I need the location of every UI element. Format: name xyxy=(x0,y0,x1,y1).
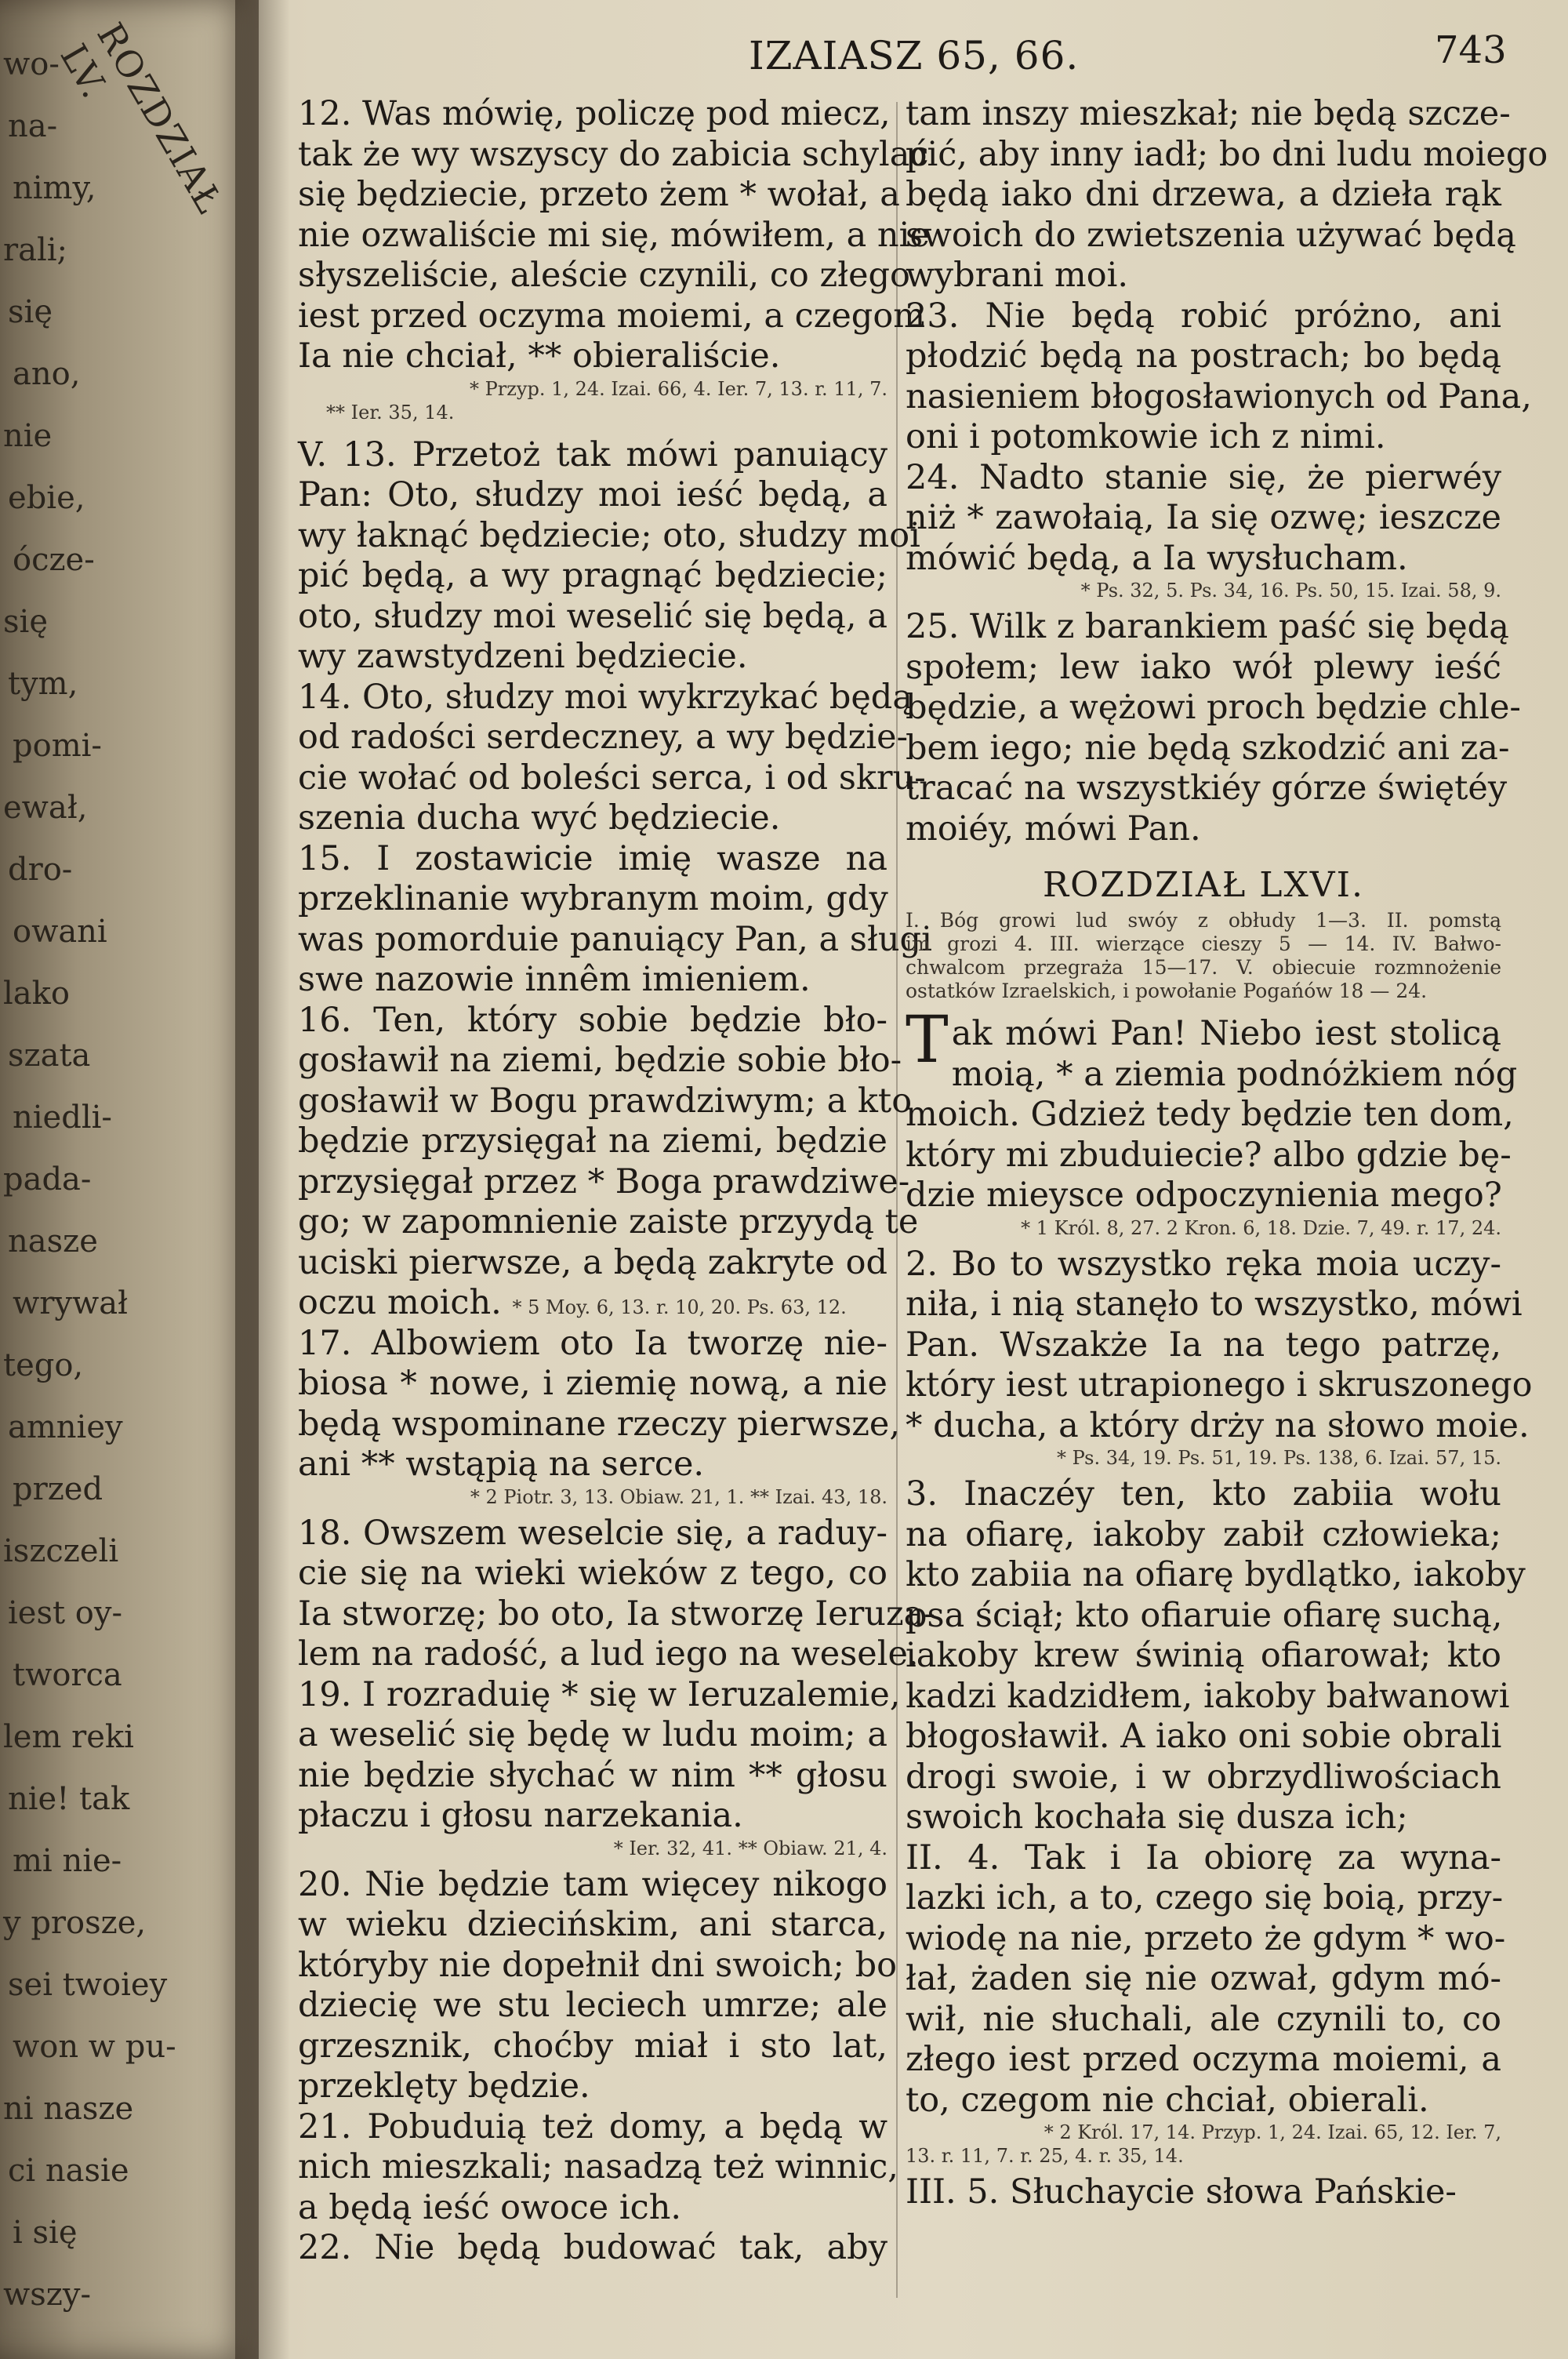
verse-block-2 xyxy=(906,1244,1533,1447)
verse-line: przeklinanie wybranym moim, gdy xyxy=(298,879,888,918)
facing-page-line: wo- xyxy=(3,46,60,82)
cross-reference: * 1 Król. 8, 27. 2 Kron. 6, 18. Dzie. 7, 49. r. 17, 24. xyxy=(1021,1216,1501,1239)
verse-line: błogosławił. A iako oni sobie obrali xyxy=(906,1717,1502,1756)
verse-line: który mi zbuduiecie? albo gdzie bę- xyxy=(906,1135,1512,1175)
verse-line: wybrani moi. xyxy=(906,256,1129,295)
verse-line: moich. Gdzież tedy będzie ten dom, xyxy=(906,1095,1514,1134)
verse-line: Ia stworzę; bo oto, Ia stworzę Ieruza- xyxy=(298,1594,935,1634)
verse-line: Ia nie chciał, ** obieraliście. xyxy=(298,336,781,376)
verse-line: a weselić się będę w ludu moim; a xyxy=(298,1715,887,1754)
running-header: IZAIASZ 65, 66. xyxy=(749,33,1080,78)
verse-block-18-19 xyxy=(298,1513,935,1837)
verse-line: grzesznik, choćby miał i sto lat, xyxy=(298,2026,887,2066)
verse-line: w wieku dziecińskim, ani starca, xyxy=(298,1905,887,1944)
verse-line: słyszeliście, aleście czynili, co złego xyxy=(298,256,910,295)
verse-line: płodzić będą na postrach; bo będą xyxy=(906,336,1501,376)
verse-line: 16. Ten, który sobie będzie bło- xyxy=(298,1000,887,1040)
verse-line: wiodę na nie, przeto że gdym * wo- xyxy=(906,1918,1506,1958)
facing-page-line: przed xyxy=(13,1471,103,1507)
verse-block-12 xyxy=(298,94,930,377)
verse-line: 25. Wilk z barankiem paść się będą xyxy=(906,607,1509,646)
facing-page-line: wszy- xyxy=(3,2277,91,2313)
verse-line: Pan. Wszakże Ia na tego patrzę, xyxy=(906,1325,1501,1365)
verse-line: gosławił w Bogu prawdziwym; a kto xyxy=(298,1081,913,1121)
verse-line: pić, aby inny iadł; bo dni ludu moiego xyxy=(906,134,1548,174)
verse-line: oczu moich. * 5 Moy. 6, 13. r. 10, 20. Ps. 63, 12. xyxy=(298,1283,847,1322)
verse-line: iakoby krew świnią ofiarował; kto xyxy=(906,1636,1501,1675)
verse-line: szenia ducha wyć będziecie. xyxy=(298,798,781,838)
verse-block-17 xyxy=(298,1323,901,1485)
verse-line: iest przed oczyma moiemi, a czegom xyxy=(298,296,925,336)
verse-line: tak że wy wszyscy do zabicia schylać xyxy=(298,134,929,174)
verse-line: dzie mieysce odpoczynienia mego? xyxy=(906,1176,1502,1215)
facing-page-line: nimy, xyxy=(13,170,96,206)
facing-page-line: iest oy- xyxy=(8,1595,122,1631)
verse-line: biosa * nowe, i ziemię nową, a nie xyxy=(298,1364,887,1403)
verse-line: wy łaknąć będziecie; oto, słudzy moi xyxy=(298,515,920,555)
verse-line: bem iego; nie będą szkodzić ani za- xyxy=(906,728,1510,768)
facing-page-heading: ROZDZIAŁ LV. xyxy=(52,16,232,221)
verse-line: tracać na wszystkiéy górze świętéy xyxy=(906,769,1508,808)
verse-line: któryby nie dopełnił dni swoich; bo xyxy=(298,1945,898,1985)
verse-line: 3. Inaczéy ten, kto zabiia wołu xyxy=(906,1474,1501,1514)
facing-page-line: i się xyxy=(13,2215,78,2251)
verse-line: V. 13. Przetoż tak mówi panuiący xyxy=(298,434,887,474)
verse-line: II. 4. Tak i Ia obiorę za wyna- xyxy=(906,1837,1501,1877)
facing-page-line: ci nasie xyxy=(8,2153,129,2189)
drop-cap: T xyxy=(906,1003,949,1078)
cross-reference: * 2 Król. 17, 14. Przyp. 1, 24. Izai. 65, 12. Ier. 7, xyxy=(1044,2121,1501,2143)
verse-line: wił, nie słuchali, ale czynili to, co xyxy=(906,1999,1501,2039)
verse-block-1 xyxy=(906,1054,1518,1216)
verse-line: dziecię we stu leciech umrze; ale xyxy=(298,1986,887,2025)
facing-page-line: sei twoiey xyxy=(8,1967,168,2003)
verse-line: będzie, a wężowi proch będzie chle- xyxy=(906,688,1521,727)
facing-page-line: tworca xyxy=(13,1657,122,1693)
verse-line: lem na radość, a lud iego na wesele. xyxy=(298,1634,919,1674)
verse-line: kto zabiia na ofiarę bydlątko, iakoby xyxy=(906,1555,1526,1594)
verse-line: 23. Nie będą robić próżno, ani xyxy=(906,296,1501,336)
verse-line: pić będą, a wy pragnąć będziecie; xyxy=(298,556,887,595)
verse-line: 24. Nadto stanie się, że pierwéy xyxy=(906,457,1501,497)
verse-line: was pomorduie panuiący Pan, a sługi xyxy=(298,919,932,959)
verse-line: będzie przysięgał na ziemi, będzie xyxy=(298,1121,887,1161)
page-number: 743 xyxy=(1435,28,1507,72)
verse-line: gosławił na ziemi, będzie sobie bło- xyxy=(298,1041,902,1080)
verse-line: przeklęty będzie. xyxy=(298,2066,590,2106)
verse-line: swoich do zwietszenia używać będą xyxy=(906,215,1516,255)
verse-block-20-22 xyxy=(298,1864,898,2269)
verse-line: swoich kochała się dusza ich; xyxy=(906,1797,1408,1837)
facing-page-line: niedli- xyxy=(13,1100,112,1136)
verse-line: 19. I rozraduię * się w Ieruzalemie, xyxy=(298,1674,901,1714)
cross-reference: * 5 Moy. 6, 13. r. 10, 20. Ps. 63, 12. xyxy=(512,1296,847,1318)
verse-line: 21. Pobuduią też domy, a będą w xyxy=(298,2106,887,2146)
facing-page-line: szata xyxy=(8,1038,91,1074)
verse-line: społem; lew iako wół plewy ieść xyxy=(906,647,1501,687)
summary-line: I. Bóg growi lud swóy z obłudy 1—3. II. pomstą xyxy=(906,909,1501,932)
facing-page-line: amniey xyxy=(8,1409,123,1445)
verse-line: ani ** wstąpią na serce. xyxy=(298,1445,705,1484)
verse-line: wy zawstydzeni będziecie. xyxy=(298,637,748,676)
verse-block-25 xyxy=(906,607,1521,849)
facing-page-line: lako xyxy=(3,976,70,1012)
verse-block-22-24 xyxy=(906,94,1548,579)
facing-page-line: lem reki xyxy=(3,1719,134,1755)
facing-page-line: iszczeli xyxy=(3,1533,119,1569)
verse-line: uciski pierwsze, a będą zakryte od xyxy=(298,1242,887,1282)
verse-block-3-4 xyxy=(906,1474,1526,2121)
facing-page-line: ni nasze xyxy=(3,2091,134,2127)
cross-reference: * Ier. 32, 41. ** Obiaw. 21, 4. xyxy=(613,1837,887,1859)
verse-line: płaczu i głosu narzekania. xyxy=(298,1796,743,1835)
verse-line: się będziecie, przeto żem * wołał, a xyxy=(298,175,900,214)
facing-page-line: ócze- xyxy=(13,542,95,578)
verse-line: oto, słudzy moi weselić się będą, a xyxy=(298,596,887,636)
facing-page-line: na- xyxy=(8,108,58,144)
verse-line: na ofiarę, iakoby zabił człowieka; xyxy=(906,1514,1501,1554)
verse-line: 20. Nie będzie tam więcey nikogo xyxy=(298,1864,887,1904)
verse-line: nie będzie słychać w nim ** głosu xyxy=(298,1755,887,1795)
verse-block-13-16 xyxy=(298,434,932,1284)
right-column xyxy=(906,94,1548,2213)
cross-reference: 13. r. 11, 7. r. 25, 4. r. 35, 14. xyxy=(906,2145,1184,2167)
facing-page-line: won w pu- xyxy=(13,2029,176,2065)
facing-page-line: nie! tak xyxy=(8,1781,130,1817)
verse-line: 18. Owszem weselcie się, a raduy- xyxy=(298,1513,887,1553)
facing-page-line: pada- xyxy=(3,1161,92,1198)
verse-line: od radości serdeczney, a wy będzie- xyxy=(298,718,909,757)
verse-line-first: Tak mówi Pan! Niebo iest stolicą xyxy=(906,1003,1501,1078)
verse-line: * ducha, a który drży na słowo moie. xyxy=(906,1405,1530,1445)
verse-line: przysięgał przez * Boga prawdziwe- xyxy=(298,1161,910,1201)
verse-line: złego iest przed oczyma moiemi, a xyxy=(906,2040,1501,2079)
facing-page-line: rali; xyxy=(3,232,68,268)
summary-line: im grozi 4. III. wierzące cieszy 5 — 14. IV. Bałwo- xyxy=(906,932,1501,955)
verse-line: cie wołać od boleści serca, i od skru- xyxy=(298,758,926,798)
verse-line: 17. Albowiem oto Ia tworzę nie- xyxy=(298,1323,887,1363)
chapter-title: ROZDZIAŁ LXVI. xyxy=(1043,865,1364,905)
verse-line: 12. Was mówię, policzę pod miecz, xyxy=(298,94,891,133)
summary-line: ostatków Izraelskich, i powołanie Pogańów 18 — 24. xyxy=(906,980,1428,1002)
cross-reference: * 2 Piotr. 3, 13. Obiaw. 21, 1. ** Izai. 43, 18. xyxy=(470,1485,887,1508)
verse-line: oni i potomkowie ich z nimi. xyxy=(906,417,1386,456)
verse-line: będą wspominane rzeczy pierwsze, xyxy=(298,1404,901,1444)
verse-line: cie się na wieki wieków z tego, co xyxy=(298,1554,887,1593)
facing-page-line: ebie, xyxy=(8,480,85,516)
verse-line: łał, żaden się nie ozwał, gdym mó- xyxy=(906,1959,1501,1998)
verse-line: mówić będą, a Ia wysłucham. xyxy=(906,538,1408,578)
cross-reference: * Przyp. 1, 24. Izai. 66, 4. Ier. 7, 13. r. 11, 7. xyxy=(470,377,887,400)
verse-line: 14. Oto, słudzy moi wykrzykać będą xyxy=(298,677,913,717)
facing-page-line: wrywał xyxy=(13,1285,129,1321)
cross-reference: * Ps. 34, 19. Ps. 51, 19. Ps. 138, 6. Izai. 57, 15. xyxy=(1057,1447,1501,1469)
verse-line: Pan: Oto, słudzy moi ieść będą, a xyxy=(298,475,887,514)
facing-page-line: owani xyxy=(13,914,107,950)
cross-reference: * Ps. 32, 5. Ps. 34, 16. Ps. 50, 15. Izai. 58, 9. xyxy=(1080,580,1501,602)
facing-page-line: pomi- xyxy=(13,728,102,764)
facing-page-line: dro- xyxy=(8,852,73,888)
verse-line: psa ściął; kto ofiaruie ofiarę suchą, xyxy=(906,1595,1503,1635)
left-column xyxy=(298,94,935,2269)
verse-line: III. 5. Słuchaycie słowa Pańskie- xyxy=(906,2172,1457,2212)
verse-line: nasieniem błogosławionych od Pana, xyxy=(906,376,1532,416)
summary-line: chwalcom przegraża 15—17. V. obiecuie rozmnożenie xyxy=(906,956,1501,979)
facing-page-line: tego, xyxy=(3,1347,84,1383)
facing-page-line: y prosze, xyxy=(3,1905,147,1941)
verse-line: 22. Nie będą budować tak, aby xyxy=(298,2228,887,2267)
verse-line: który iest utrapionego i skruszonego xyxy=(906,1365,1533,1405)
chapter-summary xyxy=(906,909,1501,1003)
verse-line: to, czegom nie chciał, obierali. xyxy=(906,2080,1429,2120)
verse-line: kadzi kadzidłem, iakoby bałwanowi xyxy=(906,1676,1510,1716)
verse-line: niż * zawołaią, Ia się ozwę; ieszcze xyxy=(906,498,1501,537)
book-gutter xyxy=(235,0,290,2359)
verse-line: nich mieszkali; nasadzą też winnic, xyxy=(298,2147,898,2186)
facing-page-line: nie xyxy=(3,418,53,454)
facing-page-line: mi nie- xyxy=(13,1843,122,1879)
facing-page-edge xyxy=(0,0,259,2359)
verse-line: moią, * a ziemia podnóżkiem nóg xyxy=(951,1054,1518,1094)
verse-line: drogi swoie, i w obrzydliwościach xyxy=(906,1757,1501,1797)
verse-line: 15. I zostawicie imię wasze na xyxy=(298,838,887,878)
verse-line: moiéy, mówi Pan. xyxy=(906,809,1201,849)
verse-line: lazki ich, a to, czego się boią, przy- xyxy=(906,1878,1504,1917)
facing-page-line: ewał, xyxy=(3,790,88,826)
facing-page-line: tym, xyxy=(8,666,78,702)
facing-page-line: się xyxy=(8,294,53,330)
verse-line: 2. Bo to wszystko ręka moia uczy- xyxy=(906,1244,1501,1284)
verse-line: go; w zapomnienie zaiste przyydą te xyxy=(298,1202,919,1241)
facing-page-line: ano, xyxy=(13,356,81,392)
verse-line: swe nazowie innêm imieniem. xyxy=(298,960,811,999)
verse-line: niła, i nią stanęło to wszystko, mówi xyxy=(906,1285,1523,1324)
verse-line: tam inszy mieszkał; nie będą szcze- xyxy=(906,94,1511,133)
cross-reference: ** Ier. 35, 14. xyxy=(326,401,455,423)
facing-page-line: nasze xyxy=(8,1223,98,1259)
verse-line: będą iako dni drzewa, a dzieła rąk xyxy=(906,175,1501,214)
verse-line: nie ozwaliście mi się, mówiłem, a nie xyxy=(298,215,930,255)
verse-line: a będą ieść owoce ich. xyxy=(298,2187,682,2227)
facing-page-line: się xyxy=(3,604,48,640)
